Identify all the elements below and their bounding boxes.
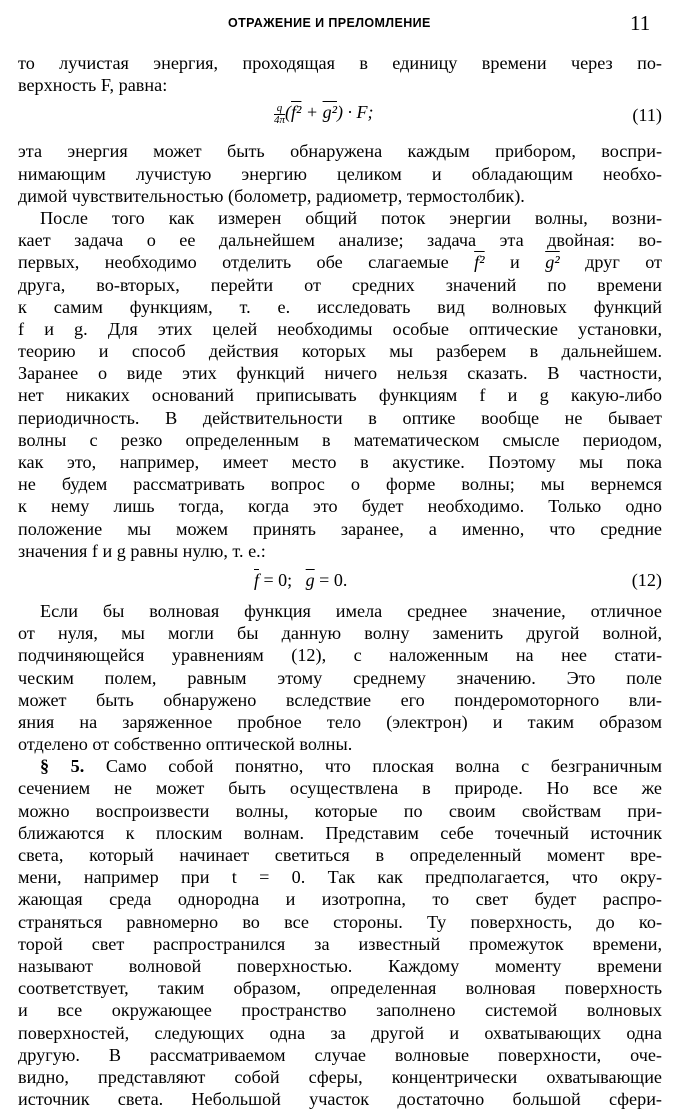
text-fragment: Само собой понятно, что плоская волна с безграничным [84, 756, 662, 777]
text-line: волны с резко определенным в математическом смысле периодом, [18, 429, 662, 450]
text-line: димой чувствительностью (болометр, радиометр, термостолбик). [18, 185, 525, 206]
g-mean: $\overline{g}$ [305, 569, 315, 590]
equation-number: (11) [632, 105, 662, 126]
text-line: эта энергия может быть обнаружена каждым прибором, воспри- [18, 141, 662, 162]
text-line: значения f и g равны нулю, т. е.: [18, 540, 266, 561]
text-line: сечением не может быть осуществлена в природе. Но все же [18, 778, 662, 799]
text-line: соответствует, таким образом, определенная волновая поверхность [18, 978, 662, 999]
equation-12 [18, 562, 662, 600]
text-line: яния на заряженное пробное тело (электрон) и таким образом [18, 711, 662, 732]
text-line: ческим полем, равным этому среднему значению. Это поле [18, 667, 662, 688]
equals-zero: = 0. [314, 569, 348, 590]
text-line: видно, представляют собой сферы, концентрически охватывающие [18, 1066, 662, 1087]
text-line: к нему лишь тогда, когда это будет необходимо. Только одно [18, 496, 662, 517]
text-line: не будем рассматривать вопрос о форме волны; мы вернемся [18, 474, 662, 495]
paren-open: ( [285, 102, 292, 123]
g-squared-mean: g² [322, 102, 337, 123]
equation-12-formula [254, 570, 347, 591]
equation-number: (12) [631, 569, 662, 590]
text-fragment: и [484, 252, 546, 273]
text-line: другую. В рассматриваемом случае волновые поверхности, оче- [18, 1044, 662, 1065]
paren-close: ) · F; [336, 102, 374, 123]
text-line: Заранее о виде этих функций ничего нельзя сказать. В частности, [18, 363, 662, 384]
text-line: торой свет распространился за известный промежуток времени, [18, 933, 662, 954]
text-line: поверхностей, следующих одна за другой и охватывающих одна [18, 1022, 662, 1043]
text-line: верхность F, равна: [18, 75, 168, 96]
page-body [18, 52, 662, 1110]
text-line-with-formula [18, 251, 662, 273]
equation-11 [18, 96, 662, 140]
running-title: ОТРАЖЕНИЕ И ПРЕЛОМЛЕНИЕ [228, 16, 431, 30]
running-header [0, 11, 676, 38]
text-line: нет никаких оснований приписывать функциям f и g какую-либо [18, 385, 662, 406]
text-line: отделено от собственно оптической волны. [18, 734, 353, 755]
text-line-section [18, 755, 662, 777]
text-line: можно воспроизвести волны, которые по своим свойствам при- [18, 800, 662, 821]
text-line: жающая среда однородна и изотропна, то свет будет распро- [18, 889, 662, 910]
section-number: § 5. [40, 756, 85, 777]
f-squared-mean: f² [291, 102, 302, 123]
text-line: называют волновой поверхностью. Каждому моменту времени [18, 955, 662, 976]
equation-11-formula [274, 102, 373, 125]
f-squared-mean: f² [474, 252, 485, 273]
fraction-numerator: q [274, 103, 285, 115]
f-mean: $\overline{f}$ [254, 569, 260, 590]
text-line: кает задача о ее дальнейшем анализе; задача эта двойная: во- [18, 230, 662, 251]
text-line: источник света. Небольшой участок достаточно большой сфери- [18, 1089, 662, 1110]
equals-zero: = 0; [259, 569, 293, 590]
text-line: страняться равномерно во все стороны. Ту поверхность, до ко- [18, 911, 662, 932]
text-line: и все окружающее пространство заполнено системой волновых [18, 1000, 662, 1021]
g-squared-mean: g² [545, 252, 560, 273]
text-line: теорию и способ действия которых мы разберем в дальнейшем. [18, 341, 662, 362]
text-line: света, который начинает светиться в определенный момент вре- [18, 845, 662, 865]
fraction-denominator: 4π [274, 113, 286, 126]
text-line: f и g. Для этих целей необходимы особые оптические установки, [18, 318, 662, 339]
text-line: от нуля, мы могли бы данную волну заменить другой волной, [18, 623, 662, 644]
text-line: к самим функциям, т. е. исследовать вид волновых функций [18, 296, 662, 317]
text-line: подчиняющейся уравнениям (12), с наложенным на нее стати- [18, 645, 662, 666]
text-line: друга, во-вторых, перейти от средних значений по времени [18, 274, 662, 295]
page-number: 11 [630, 11, 651, 35]
text-line: После того как измерен общий поток энергии волны, возни- [40, 207, 662, 228]
text-line: ближаются к плоским волнам. Представим себе точечный источник [18, 822, 662, 843]
text-line: положение мы можем принять заранее, а именно, что средние [18, 518, 662, 539]
text-line: Если бы волновая функция имела среднее значение, отличное [40, 600, 662, 621]
text-line: то лучистая энергия, проходящая в единицу времени через по- [18, 53, 662, 73]
text-fragment: первых, необходимо отделить обе слагаемые [18, 252, 449, 273]
plus-sign: + [301, 102, 323, 123]
text-fragment: друг от [559, 252, 662, 273]
text-line: как это, например, имеет место в акустике. Поэтому мы пока [18, 452, 662, 472]
text-line: нимающим лучистую энергию целиком и обладающим необхо- [18, 163, 662, 184]
text-line: периодичность. В действительности в оптике вообще не бывает [18, 407, 662, 428]
text-line: мени, например при t = 0. Так как предполагается, что окру- [18, 867, 662, 888]
text-line: может быть обнаружено вследствие его пондеромоторного вли- [18, 689, 662, 710]
fraction [274, 103, 285, 126]
